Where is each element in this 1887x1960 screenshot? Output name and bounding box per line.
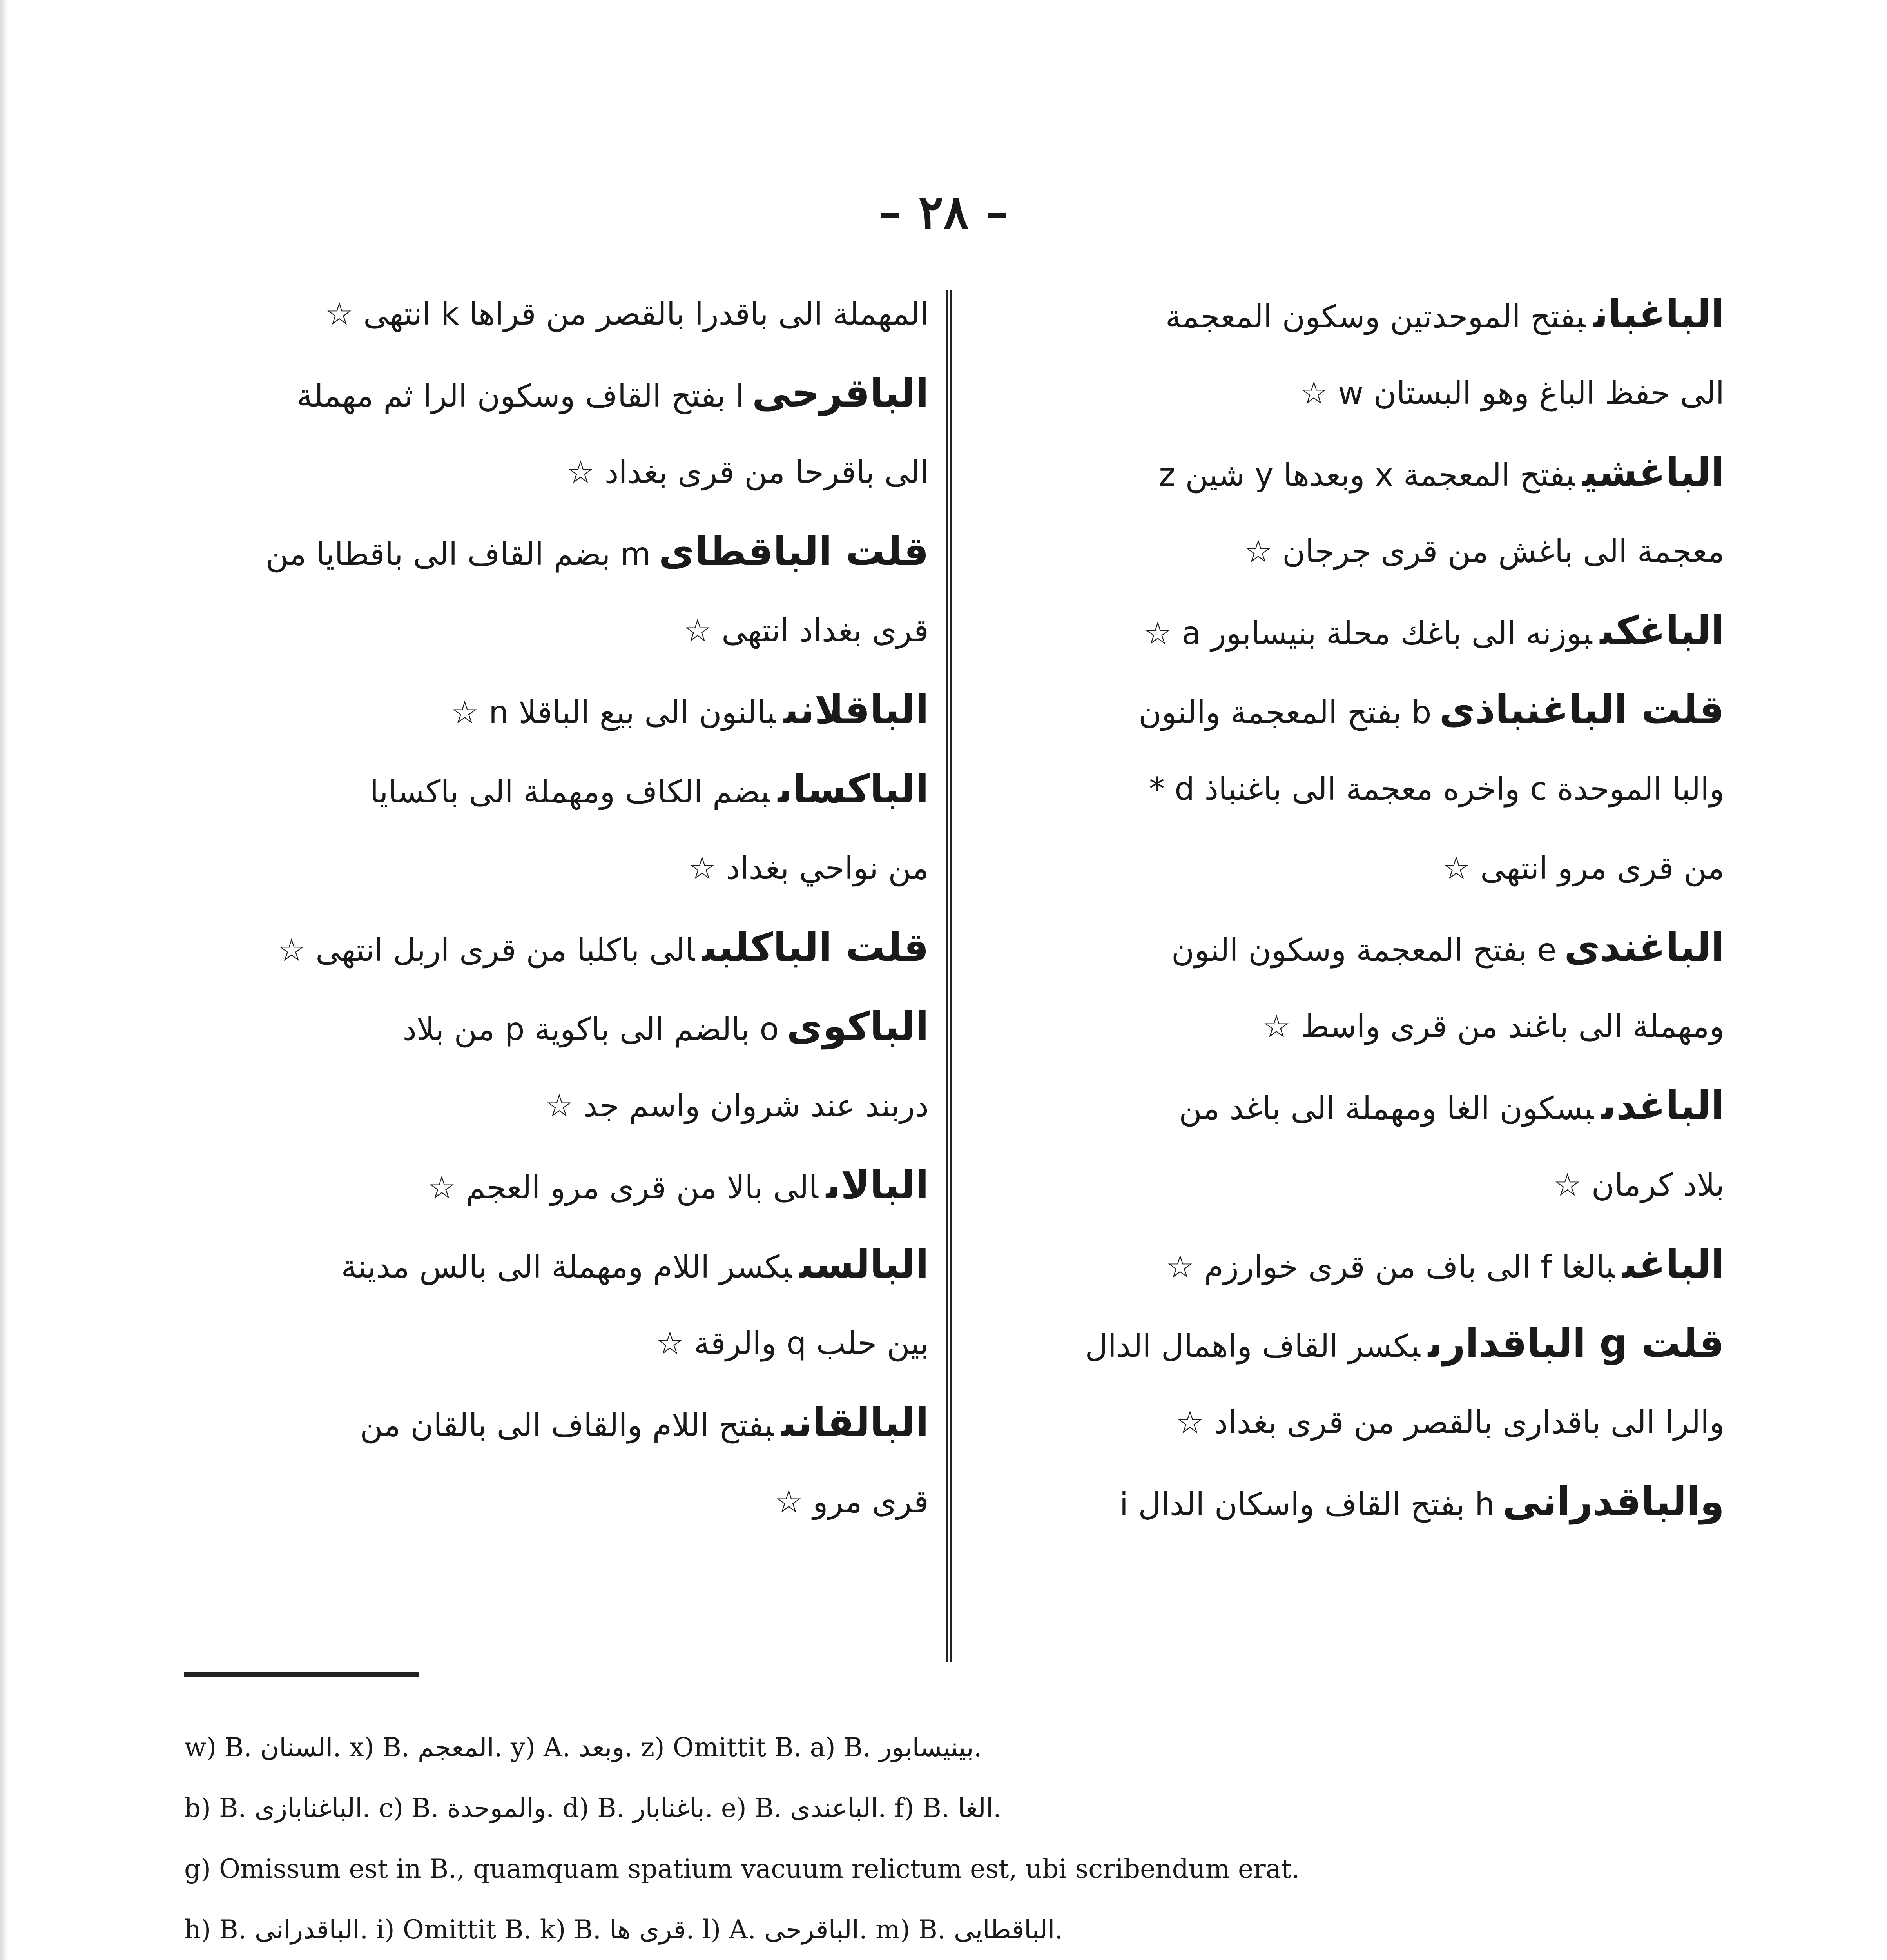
footnote-arabic: بينيسابور — [879, 1732, 974, 1762]
text-line — [980, 987, 1724, 1066]
headword: الباغدى — [1601, 1083, 1724, 1129]
headword: البالسى — [799, 1241, 929, 1287]
headword: الباغندى — [1564, 924, 1724, 970]
entry-text: بضم الكاف ومهملة الى باكسايا — [370, 773, 770, 810]
footnote-text: . x) B. — [333, 1732, 418, 1762]
text-line — [980, 591, 1724, 670]
footnote-text: . y) A. — [494, 1732, 579, 1762]
footnote-text: . f) B. — [878, 1793, 958, 1823]
headword: قلت الباقطاى — [658, 528, 929, 574]
footnote-arabic: وبعد — [578, 1732, 625, 1762]
text-line — [980, 829, 1724, 908]
headword: الباغشي — [1582, 449, 1724, 495]
text-line — [980, 433, 1724, 512]
entry-text: الى حفظ الباغ وهو البستان w ☆ — [1300, 375, 1724, 411]
text-line — [980, 1462, 1724, 1541]
footnote-text: . m) B. — [859, 1915, 954, 1945]
entry-text: ومهملة الى باغند من قرى واسط ☆ — [1262, 1008, 1724, 1045]
text-line — [980, 512, 1724, 591]
text-line — [184, 1066, 929, 1145]
text-line — [980, 1225, 1724, 1304]
footnote-text: . c) B. — [362, 1793, 447, 1823]
text-line — [980, 908, 1724, 987]
headword: والباقدرانى — [1502, 1479, 1724, 1524]
headword: قلت الباكلبى — [702, 924, 929, 970]
headword: الباقلانى — [784, 687, 929, 733]
text-line — [980, 1383, 1724, 1462]
footnote-arabic: الباقرحى — [764, 1915, 859, 1945]
text-line — [980, 354, 1724, 433]
footnote-arabic: المعجم — [417, 1732, 494, 1762]
footnote-rule — [184, 1672, 419, 1677]
entry-text: بالغا f الى باف من قرى خوارزم ☆ — [1166, 1249, 1615, 1285]
entry-text: من قرى مرو انتهى ☆ — [1442, 850, 1724, 886]
entry-text: بسكون الغا ومهملة الى باغد من — [1179, 1090, 1594, 1127]
text-line — [184, 670, 929, 750]
headword: الباقرحى — [752, 370, 929, 416]
entry-text: بالنون الى بيع الباقلا n ☆ — [450, 694, 776, 731]
text-line — [980, 1066, 1724, 1145]
entry-text: بفتح المعجمة x وبعدها y شين z — [1158, 457, 1575, 493]
text-line — [184, 1304, 929, 1383]
text-line — [980, 1145, 1724, 1225]
entry-text: المهملة الى باقدرا بالقصر من قراها k انتهى ☆ — [325, 296, 929, 332]
page-edge — [0, 0, 8, 1960]
page-number: – ٢٨ – — [878, 184, 1009, 240]
text-line — [184, 512, 929, 591]
footnote-line — [184, 1778, 1724, 1838]
headword: قلت الباغنباذى — [1439, 687, 1724, 733]
footnote-arabic: باغنابار — [633, 1793, 705, 1823]
text-line — [184, 750, 929, 829]
footnote-text: w) B. — [184, 1732, 260, 1762]
footnote-text: g) Omissum est in B., quamquam spatium vacuum relictum est, ubi scribendum erat. — [184, 1854, 1300, 1884]
headword: قلت g الباقدارى — [1428, 1320, 1724, 1366]
entry-text: بكسر اللام ومهملة الى بالس مدينة — [341, 1249, 792, 1285]
headword: البالقانى — [781, 1399, 929, 1445]
headword: الباكوى — [787, 1004, 929, 1049]
entry-text: بلاد كرمان ☆ — [1553, 1167, 1724, 1203]
footnote-arabic: الباقطايى — [953, 1915, 1055, 1945]
footnote-arabic: الباعندى — [790, 1793, 878, 1823]
footnote-line — [184, 1899, 1724, 1960]
text-line — [980, 1304, 1724, 1383]
footnote-arabic: والموحدة — [447, 1793, 546, 1823]
text-line — [184, 433, 929, 512]
entry-text: من نواحي بغداد ☆ — [688, 850, 929, 886]
text-line — [184, 274, 929, 354]
footnote-text: . — [993, 1793, 1002, 1823]
entry-text: الى باكلبا من قرى اربل انتهى ☆ — [277, 932, 695, 968]
column-divider — [946, 290, 952, 1662]
text-line — [184, 987, 929, 1066]
footnote-text: h) B. — [184, 1915, 255, 1945]
headword: البالاى — [826, 1162, 929, 1208]
footnote-text: . z) Omittit B. a) B. — [624, 1732, 879, 1762]
footnote-text: b) B. — [184, 1793, 255, 1823]
entry-text: بين حلب q والرقة ☆ — [656, 1325, 929, 1361]
footnote-line — [184, 1717, 1724, 1778]
headword: الباغكى — [1600, 608, 1724, 653]
entry-text: بكسر القاف واهمال الدال — [1085, 1328, 1420, 1364]
entry-text: والبا الموحدة c واخره معجمة الى باغنباذ d * — [1149, 771, 1724, 807]
footnote-text: . — [1055, 1915, 1063, 1945]
text-line — [184, 908, 929, 987]
footnote-arabic: قرى ها — [609, 1915, 686, 1945]
text-line — [184, 1225, 929, 1304]
text-line — [980, 274, 1724, 354]
entry-text: o بالضم الى باكوية p من بلاد — [402, 1011, 779, 1047]
text-line — [184, 591, 929, 670]
entry-text: l بفتح القاف وسكون الرا ثم مهملة — [297, 377, 744, 414]
entry-text: قرى مرو ☆ — [774, 1483, 929, 1520]
footnote-text: . i) Omittit B. k) B. — [359, 1915, 609, 1945]
text-line — [184, 354, 929, 433]
footnote-text: . l) A. — [686, 1915, 764, 1945]
headword: الباكساى — [778, 766, 929, 812]
footnotes — [184, 1717, 1724, 1960]
footnote-text: . d) B. — [546, 1793, 633, 1823]
footnote-arabic: السنان — [260, 1732, 333, 1762]
entry-text: بفتح الموحدتين وسكون المعجمة — [1165, 298, 1586, 335]
entry-text: قرى بغداد انتهى ☆ — [683, 612, 929, 649]
entry-text: معجمة الى باغش من قرى جرجان ☆ — [1244, 533, 1724, 570]
entry-text: دربند عند شروان واسم جد ☆ — [545, 1087, 929, 1124]
text-line — [980, 670, 1724, 750]
entry-text: m بضم القاف الى باقطايا من — [265, 536, 651, 572]
footnote-line — [184, 1838, 1724, 1899]
footnote-text: . — [973, 1732, 982, 1762]
text-line — [184, 1383, 929, 1462]
body-text — [184, 274, 1724, 1670]
right-column — [980, 274, 1724, 1670]
footnote-arabic: الغا — [957, 1793, 993, 1823]
footnote-arabic: الباغنابازى — [254, 1793, 363, 1823]
text-line — [184, 829, 929, 908]
text-line — [184, 1462, 929, 1541]
entry-text: h بفتح القاف واسكان الدال i — [1119, 1486, 1495, 1523]
headword: الباغى — [1622, 1241, 1724, 1287]
entry-text: والرا الى باقدارى بالقصر من قرى بغداد ☆ — [1176, 1404, 1724, 1441]
text-line — [184, 1145, 929, 1225]
footnote-arabic: الباقدرانى — [254, 1915, 360, 1945]
headword: الباغبان — [1593, 291, 1724, 337]
entry-text: e بفتح المعجمة وسكون النون — [1171, 932, 1557, 968]
entry-text: الى بالا من قرى مرو العجم ☆ — [428, 1169, 818, 1206]
entry-text: بوزنه الى باغك محلة بنيسابور a ☆ — [1144, 615, 1592, 652]
footnote-text: . e) B. — [704, 1793, 790, 1823]
entry-text: الى باقرحا من قرى بغداد ☆ — [566, 454, 929, 490]
left-column — [184, 274, 929, 1670]
entry-text: بفتح اللام والقاف الى بالقان من — [360, 1407, 774, 1443]
entry-text: b بفتح المعجمة والنون — [1138, 694, 1432, 731]
text-line — [980, 750, 1724, 829]
